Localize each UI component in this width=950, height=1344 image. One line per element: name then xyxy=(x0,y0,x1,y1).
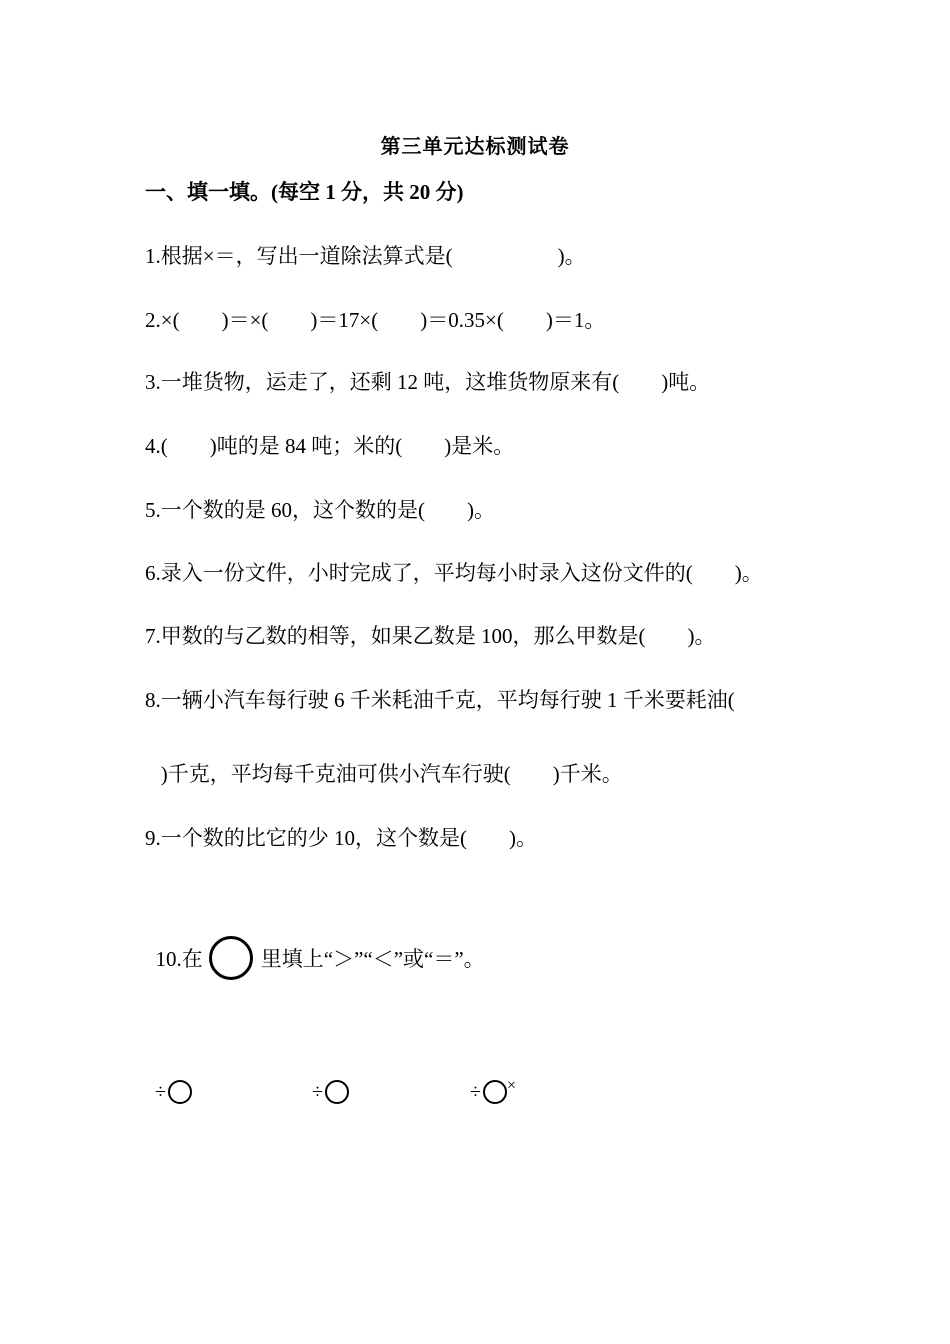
compare-item-2 xyxy=(302,1058,349,1105)
compare-circle-2[interactable] xyxy=(325,1080,349,1104)
question-10-suffix: 里填上“＞”“＜”或“＝”。 xyxy=(260,946,485,971)
divide-sign: ÷ xyxy=(312,1081,323,1103)
question-7: 7.甲数的与乙数的相等，如果乙数是 100，那么甲数是( )。 xyxy=(145,624,716,648)
section-heading-fill-in: 一、填一填。(每空 1 分，共 20 分) xyxy=(145,180,464,204)
question-8-line-2: )千克，平均每千克油可供小汽车行驶( )千米。 xyxy=(145,762,623,786)
question-5: 5.一个数的是 60，这个数的是( )。 xyxy=(145,498,495,522)
question-3: 3.一堆货物，运走了，还剩 12 吨，这堆货物原来有( )吨。 xyxy=(145,370,711,394)
compare-item-1 xyxy=(145,1058,192,1105)
divide-sign: ÷ xyxy=(155,1081,166,1103)
question-1: 1.根据×＝，写出一道除法算式是( )。 xyxy=(145,244,586,268)
question-4: 4.( )吨的是 84 吨；米的( )是米。 xyxy=(145,434,515,458)
page-title: 第三单元达标测试卷 xyxy=(380,136,570,158)
compare-item-3 xyxy=(460,1058,516,1105)
question-10 xyxy=(145,914,485,983)
compare-circle-3[interactable] xyxy=(483,1080,507,1104)
compare-circle-1[interactable] xyxy=(168,1080,192,1104)
question-10-prefix: 10.在 xyxy=(155,946,203,971)
divide-sign: ÷ xyxy=(470,1081,481,1103)
question-6: 6.录入一份文件，小时完成了，平均每小时录入这份文件的( )。 xyxy=(145,561,763,585)
times-sign: × xyxy=(506,1077,517,1094)
question-9: 9.一个数的比它的少 10，这个数是( )。 xyxy=(145,826,537,850)
question-8-line-1: 8.一辆小汽车每行驶 6 千米耗油千克，平均每行驶 1 千米要耗油( xyxy=(145,688,735,712)
circle-icon xyxy=(209,936,253,980)
question-2: 2.×( )＝×( )＝17×( )＝0.35×( )＝1。 xyxy=(145,308,606,332)
